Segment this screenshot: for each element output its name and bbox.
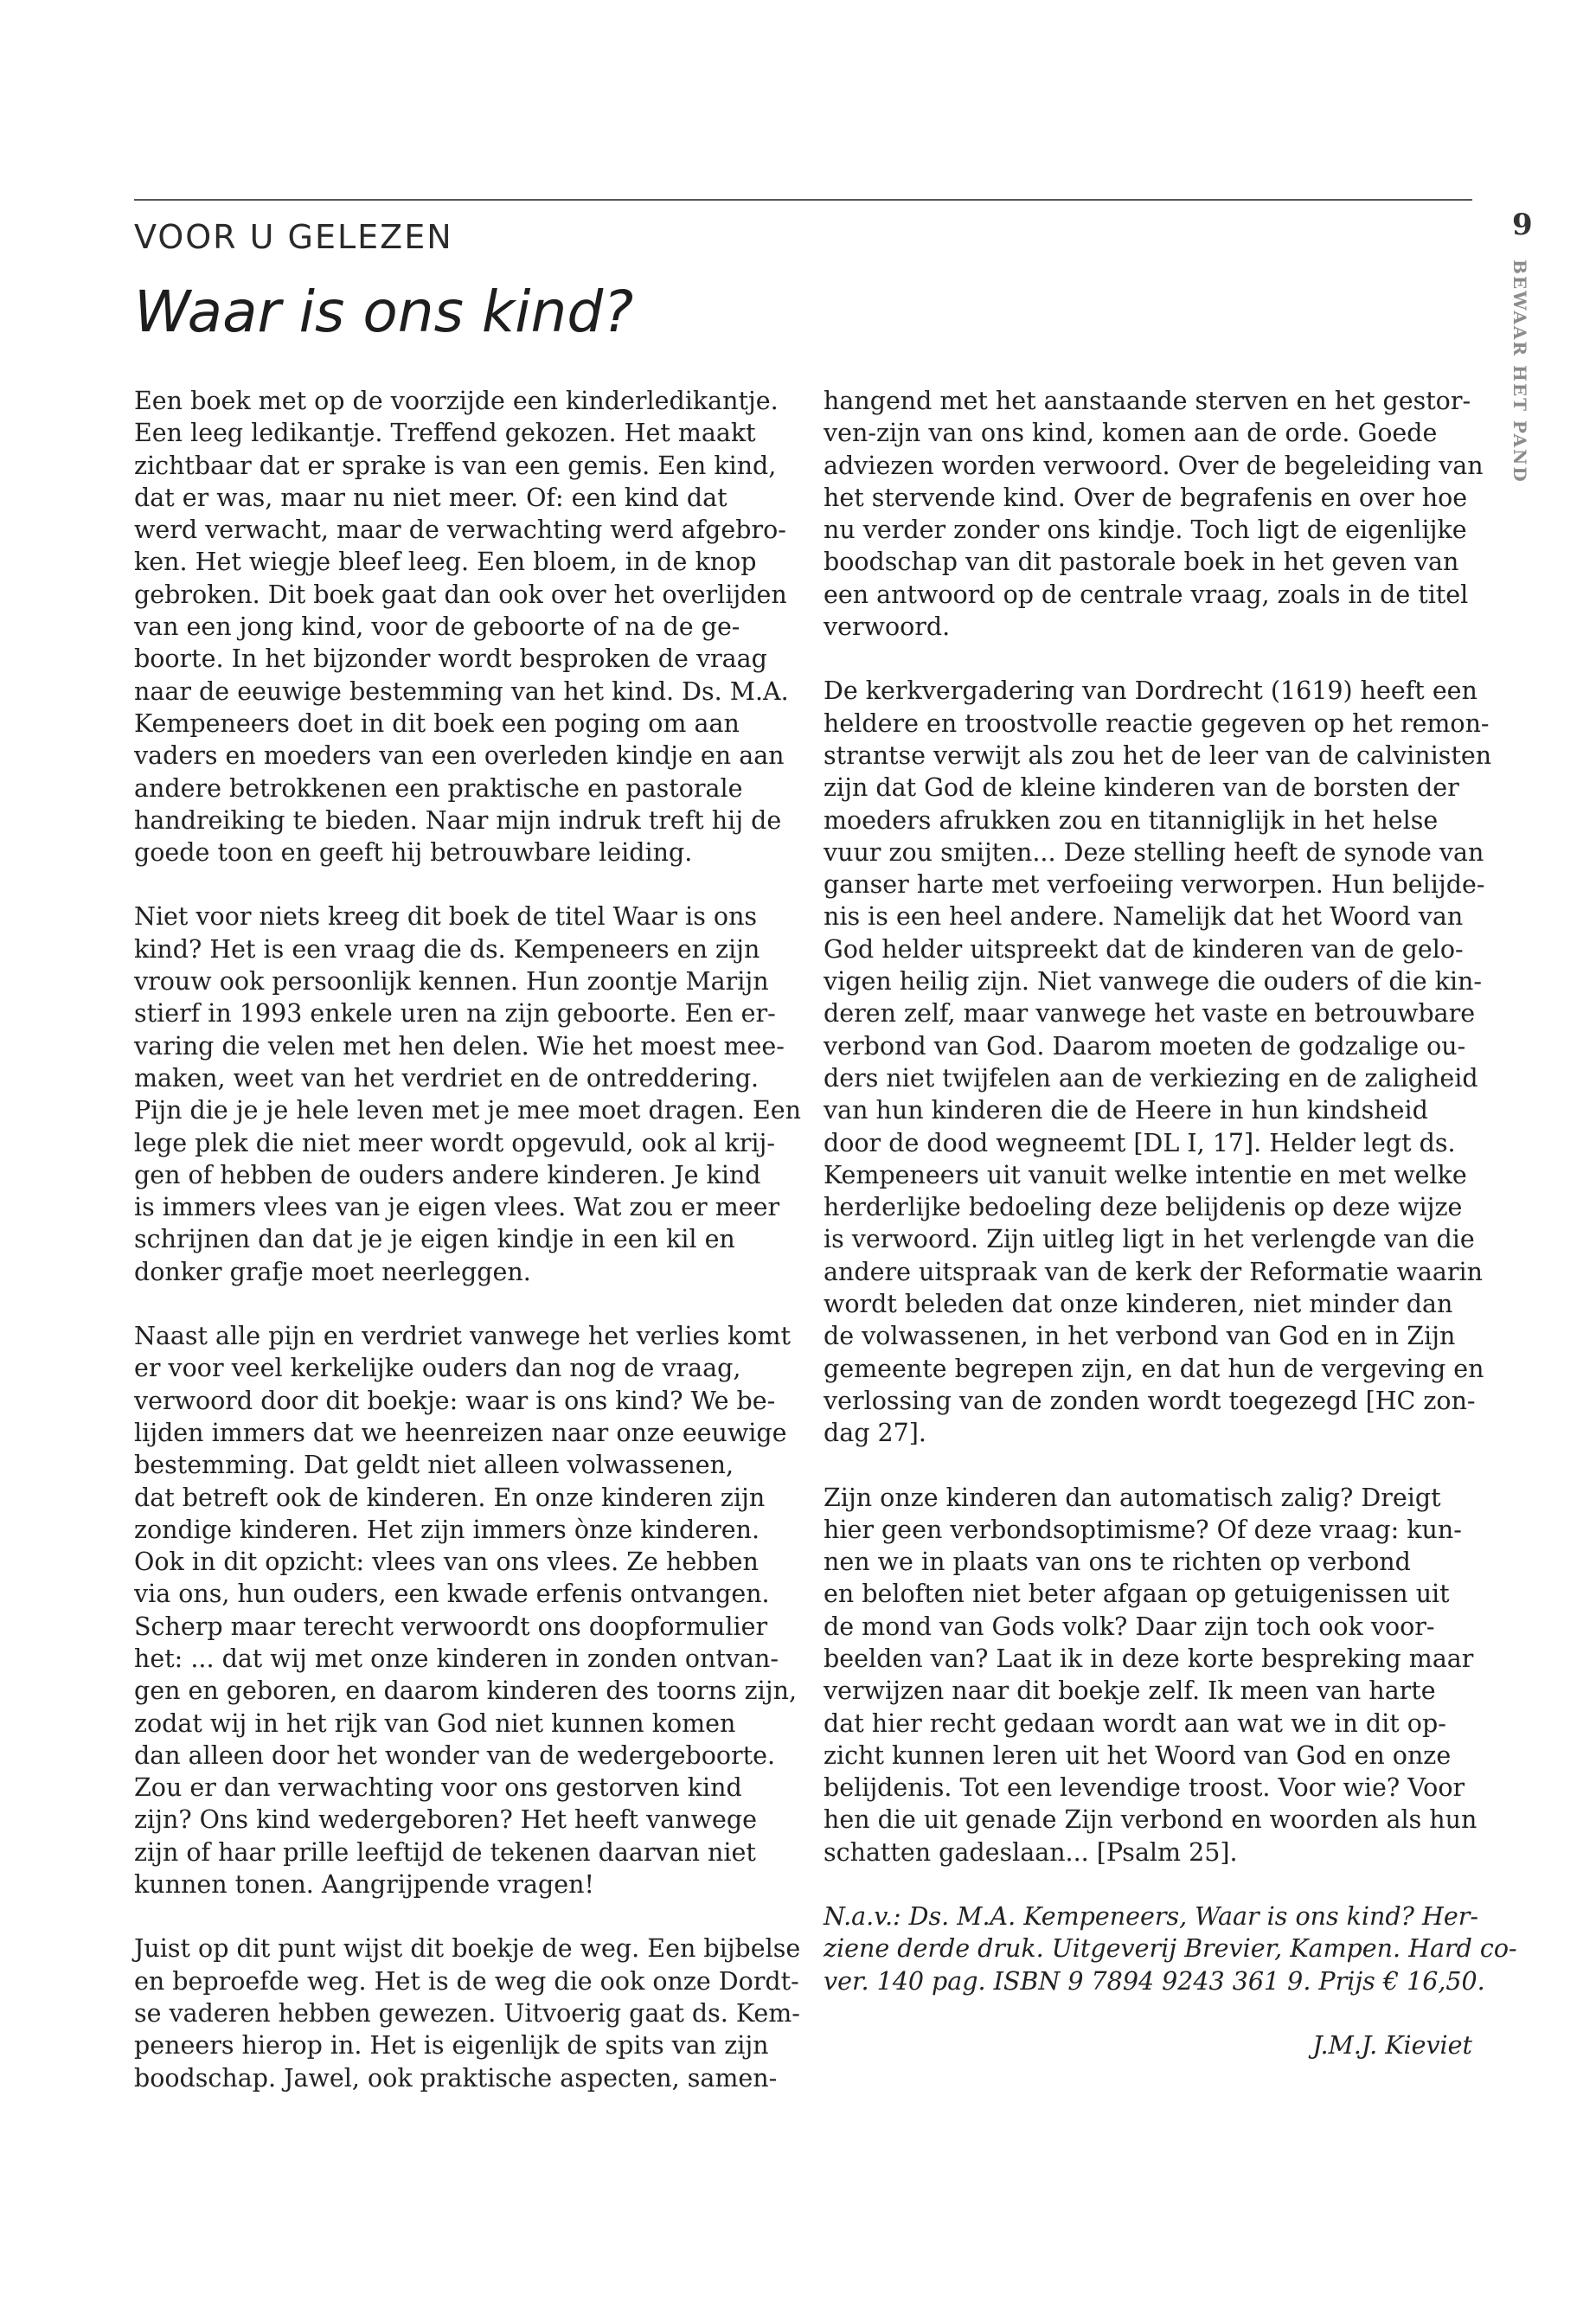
text-line: vuur zou smijten... Deze stelling heeft de synode van	[824, 837, 1484, 867]
paragraph	[824, 385, 1484, 643]
text-line: een antwoord op de centrale vraag, zoals in de titel	[824, 580, 1469, 609]
text-line: Een leeg ledikantje. Treffend gekozen. Het maakt	[134, 419, 756, 448]
text-line: gemeente begrepen zijn, en dat hun de vergeving en	[824, 1354, 1484, 1383]
text-line: zijn? Ons kind wedergeboren? Het heeft vanwege	[134, 1805, 758, 1835]
text-line: deren zelf, maar vanwege het vaste en betrouwbare	[824, 999, 1476, 1029]
text-line: de mond van Gods volk? Daar zijn toch ook voor-	[824, 1612, 1435, 1641]
text-line: hangend met het aanstaande sterven en het gestor-	[824, 387, 1471, 415]
text-line: Pijn die je je hele leven met je mee moet dragen. Een	[134, 1096, 801, 1125]
text-line: zijn dat God de kleine kinderen van de borsten der	[824, 773, 1459, 803]
text-line: andere uitspraak van de kerk der Reformatie waarin	[824, 1257, 1483, 1286]
text-line: ven-zijn van ons kind, komen aan de orde. Goede	[824, 419, 1438, 448]
text-line: er voor veel kerkelijke ouders dan nog de vraag,	[134, 1354, 741, 1383]
text-line: verlossing van de zonden wordt toegezegd [HC zon-	[824, 1386, 1476, 1415]
text-line: gen of hebben de ouders andere kinderen. Je kind	[134, 1160, 761, 1189]
text-line: ken. Het wiegje bleef leeg. Een bloem, in de knop	[134, 548, 757, 577]
left-column	[134, 385, 801, 2126]
book-info-line: ziene derde druk. Uitgeverij Brevier, Kampen. Hard co-	[824, 1934, 1517, 1964]
text-line: schrijnen dan dat je je eigen kindje in een kil en	[134, 1225, 735, 1254]
text-line: herderlijke bedoeling deze belijdenis op deze wijze	[824, 1193, 1463, 1222]
text-line: varing die velen met hen delen. Wie het moest mee-	[134, 1031, 785, 1061]
text-line: zondige kinderen. Het zijn immers ònze kinderen.	[134, 1515, 760, 1544]
text-line: werd verwacht, maar de verwachting werd afgebro-	[134, 516, 786, 545]
text-line: het: ... dat wij met onze kinderen in zonden ontvan-	[134, 1644, 779, 1673]
text-line: peneers hierop in. Het is eigenlijk de spits van zijn	[134, 2031, 769, 2061]
text-line: donker grafje moet neerleggen.	[134, 1257, 531, 1286]
running-head: BEWAAR HET PAND	[1509, 260, 1530, 484]
text-line: nis is een heel andere. Namelijk dat het Woord van	[824, 902, 1464, 932]
text-line: moeders afrukken zou en titanniglijk in het helse	[824, 805, 1439, 835]
text-line: ders niet twijfelen aan de verkiezing en de zaligheid	[824, 1063, 1478, 1093]
text-line: verwoord.	[824, 612, 951, 642]
text-line: nen we in plaats van ons te richten op verbond	[824, 1548, 1411, 1577]
text-line: zodat wij in het rijk van God niet kunnen komen	[134, 1708, 736, 1738]
book-info-line: ver. 140 pag. ISBN 9 7894 9243 361 9. Prijs € 16,50.	[824, 1966, 1485, 1996]
text-line: zicht kunnen leren uit het Woord van God en onze	[824, 1740, 1452, 1770]
text-line: beelden van? Laat ik in deze korte bespreking maar	[824, 1644, 1474, 1673]
text-line: Kempeneers uit vanuit welke intentie en met welke	[824, 1160, 1467, 1189]
text-line: De kerkvergadering van Dordrecht (1619) heeft een	[824, 676, 1477, 706]
text-line: belijdenis. Tot een levendige troost. Voor wie? Voor	[824, 1773, 1465, 1803]
text-line: verwoord door dit boekje: waar is ons kind? We be-	[134, 1386, 776, 1415]
text-line: stierf in 1993 enkele uren na zijn geboorte. Een er-	[134, 999, 776, 1029]
text-line: dat hier recht gedaan wordt aan wat we in dit op-	[824, 1708, 1446, 1738]
text-line: God helder uitspreekt dat de kinderen van de gelo-	[824, 934, 1464, 964]
text-line: boodschap van dit pastorale boek in het geven van	[824, 548, 1459, 577]
text-line: se vaderen hebben gewezen. Uitvoerig gaat ds. Kem-	[134, 1998, 800, 2028]
text-line: dan alleen door het wonder van de wedergeboorte.	[134, 1740, 776, 1770]
text-line: vrouw ook persoonlijk kennen. Hun zoontje Marijn	[134, 967, 769, 997]
text-line: bestemming. Dat geldt niet alleen volwassenen,	[134, 1451, 734, 1480]
text-line: ganser harte met verfoeiing verworpen. Hun belijde-	[824, 870, 1485, 900]
text-line: lege plek die niet meer wordt opgevuld, ook al krij-	[134, 1128, 775, 1157]
text-line: heldere en troostvolle reactie gegeven op het remon-	[824, 708, 1490, 738]
text-line: handreiking te bieden. Naar mijn indruk treft hij de	[134, 805, 782, 835]
text-line: boorte. In het bijzonder wordt besproken de vraag	[134, 644, 767, 674]
text-line: Zijn onze kinderen dan automatisch zalig? Dreigt	[824, 1483, 1441, 1512]
paragraph	[134, 1320, 798, 1900]
text-line: dag 27].	[824, 1419, 926, 1448]
text-line: via ons, hun ouders, een kwade erfenis ontvangen.	[134, 1580, 770, 1609]
text-line: hen die uit genade Zijn verbond en woorden als hun	[824, 1805, 1477, 1835]
text-line: adviezen worden verwoord. Over de begeleiding van	[824, 451, 1484, 480]
text-line: Ook in dit opzicht: vlees van ons vlees. Ze hebben	[134, 1548, 759, 1577]
text-line: boodschap. Jawel, ook praktische aspecten, samen-	[134, 2063, 778, 2093]
text-line: Juist op dit punt wijst dit boekje de weg. Een bijbelse	[134, 1934, 801, 1964]
text-line: strantse verwijt als zou het de leer van de calvinisten	[824, 740, 1492, 770]
text-line: en beproefde weg. Het is de weg die ook onze Dordt-	[134, 1966, 799, 1996]
author-signature: J.M.J. Kieviet	[1312, 2030, 1472, 2060]
text-line: maken, weet van het verdriet en de ontreddering.	[134, 1063, 760, 1093]
text-line: Niet voor niets kreeg dit boek de titel Waar is ons	[134, 902, 758, 932]
text-line: Een boek met op de voorzijde een kinderledikantje.	[134, 387, 779, 415]
text-line: is immers vlees van je eigen vlees. Wat zou er meer	[134, 1193, 780, 1222]
text-line: nu verder zonder ons kindje. Toch ligt de eigenlijke	[824, 516, 1467, 545]
text-line: wordt beleden dat onze kinderen, niet minder dan	[824, 1290, 1453, 1319]
text-line: is verwoord. Zijn uitleg ligt in het verlengde van die	[824, 1225, 1475, 1254]
text-line: Naast alle pijn en verdriet vanwege het verlies komt	[134, 1322, 791, 1351]
section-label: VOOR U GELEZEN	[134, 218, 453, 256]
text-line: kind? Het is een vraag die ds. Kempeneers en zijn	[134, 934, 760, 964]
text-line: kunnen tonen. Aangrijpende vragen!	[134, 1870, 594, 1900]
text-line: zichtbaar dat er sprake is van een gemis. Een kind,	[134, 451, 777, 480]
text-line: verwijzen naar dit boekje zelf. Ik meen van harte	[824, 1676, 1436, 1706]
text-line: Scherp maar terecht verwoordt ons doopformulier	[134, 1612, 768, 1641]
text-line: goede toon en geeft hij betrouwbare leiding.	[134, 838, 693, 868]
paragraph	[134, 901, 801, 1288]
text-line: van hun kinderen die de Heere in hun kindsheid	[824, 1096, 1428, 1125]
text-line: en beloften niet beter afgaan op getuigenissen uit	[824, 1580, 1450, 1609]
paragraph	[824, 1482, 1477, 1869]
text-line: de volwassenen, in het verbond van God en in Zijn	[824, 1322, 1456, 1351]
text-line: hier geen verbondsoptimisme? Of deze vraag: kun-	[824, 1515, 1462, 1544]
text-line: gebroken. Dit boek gaat dan ook over het overlijden	[134, 580, 787, 609]
text-line: verbond van God. Daarom moeten de godzalige ou-	[824, 1031, 1466, 1061]
text-line: vaders en moeders van een overleden kindje en aan	[134, 741, 785, 771]
text-line: lijden immers dat we heenreizen naar onze eeuwige	[134, 1418, 787, 1447]
header-rule	[134, 199, 1472, 201]
text-line: andere betrokkenen een praktische en pastorale	[134, 773, 743, 803]
text-line: dat betreft ook de kinderen. En onze kinderen zijn	[134, 1483, 766, 1512]
text-line: dat er was, maar nu niet meer. Of: een kind dat	[134, 483, 727, 512]
paragraph	[134, 385, 789, 868]
text-line: gen en geboren, en daarom kinderen des toorns zijn,	[134, 1676, 798, 1706]
paragraph	[134, 1932, 801, 2093]
paragraph	[824, 675, 1492, 1449]
text-line: het stervende kind. Over de begrafenis en over hoe	[824, 483, 1468, 512]
text-line: vigen heilig zijn. Niet vanwege die ouders of die kin-	[824, 967, 1482, 997]
right-column	[824, 385, 1517, 2061]
text-line: naar de eeuwige bestemming van het kind. Ds. M.A.	[134, 676, 789, 706]
book-info	[824, 1900, 1517, 1997]
text-line: Kempeneers doet in dit boek een poging om aan	[134, 708, 740, 738]
text-line: door de dood wegneemt [DL I, 17]. Helder legt ds.	[824, 1128, 1456, 1157]
text-line: Zou er dan verwachting voor ons gestorven kind	[134, 1773, 742, 1803]
text-line: van een jong kind, voor de geboorte of na de ge-	[134, 612, 740, 642]
text-line: schatten gadeslaan... [Psalm 25].	[824, 1837, 1238, 1867]
page-number: 9	[1512, 208, 1533, 242]
text-line: zijn of haar prille leeftijd de tekenen daarvan niet	[134, 1837, 756, 1867]
book-info-line: N.a.v.: Ds. M.A. Kempeneers, Waar is ons kind? Her-	[824, 1902, 1478, 1932]
article-title: Waar is ons kind?	[134, 279, 634, 345]
